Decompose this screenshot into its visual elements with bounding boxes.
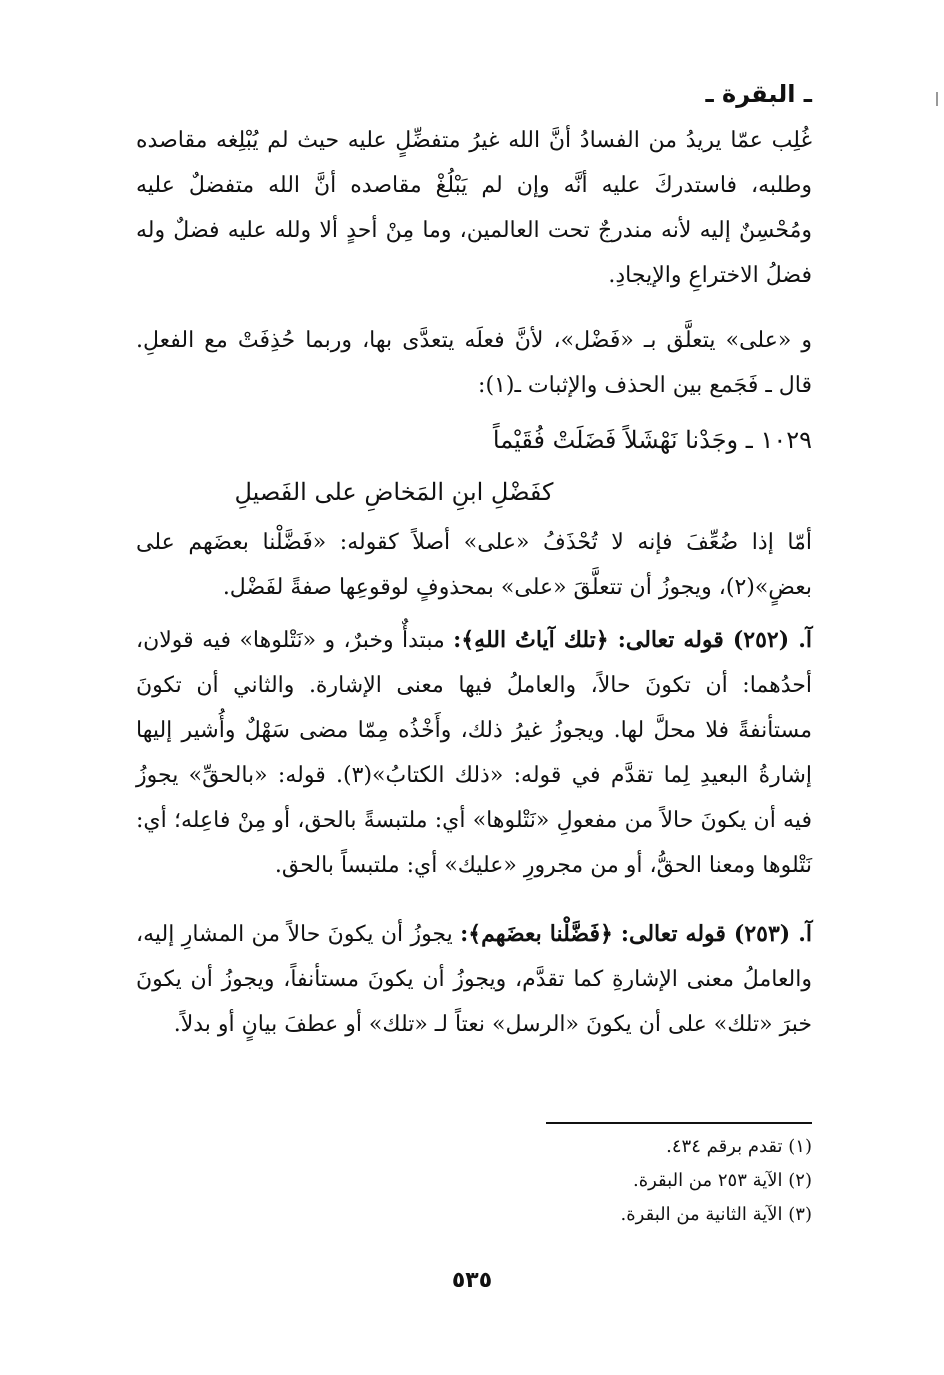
paragraph-2: و «على» يتعلَّق بـ «فَضْل»، لأنَّ فعلَه يتعدَّى بها، وربما حُذِفَتْ مع الفعلِ. قال ـ فَجَمع بين الحذف والإثبات ـ(١): [136,328,812,398]
footnote-divider [546,1122,812,1124]
verse-line-2: كفَضْلِ ابنِ المَخاضِ على الفَصيلِ [234,478,554,506]
footnote-2: (٢) الآية ٢٥٣ من البقرة. [632,1170,812,1191]
footnote-1: (١) تقدم برقم ٤٣٤. [666,1136,812,1157]
paragraph-4 [136,618,812,888]
paragraph-1: غُلِب عمّا يريدُ من الفسادُ أنَّ الله غيرُ متفضِّلٍ عليه حيث لم يُبْلِغه مقاصده وطلبه، فاستدركَ عليه أنَّه وإن لم يَبْلُغْ مقاصده أنَّ الله متفضلٌ عليه ومُحْسِنٌ إليه لأنه مندرجٌ تحت العالمين، وما مِنْ أحدٍ ألا ولله عليه فضلٌ وله فضلُ الاختراعِ والإيجادِ. [136,128,812,288]
running-header: ـ البقرة ـ [705,80,812,108]
verse-reference-253: آ. (٢٥٣) قوله تعالى: ﴿فَضَّلْنا بعضَهم﴾: [460,921,813,947]
paragraph-4-text: مبتدأٌ وخبرٌ، و «نَتْلوها» فيه قولان، أحدُهما: أن تكونَ حالاً، والعاملُ فيها معنى الإشارة. والثاني أن تكونَ مستأنفةً فلا محلَّ لها. ويجوزُ غيرُ ذلك، وأَخْذُه مِمّا مضى سَهْلٌ وأُشير إليها إشارةُ البعيدِ لِما تقدَّم في قوله: «ذلك الكتابُ»(٣). قوله: «بالحقِّ» يجوزُ فيه أن يكونَ حالاً من مفعولِ «نَتْلوها» أي: ملتبسةً بالحق، أو مِنْ فاعِله؛ أي: نَتْلوها ومعنا الحقُّ، أو من مجرورِ «عليك» أي: ملتبساً بالحق. [136,628,812,878]
footnotes [136,1130,812,1232]
verse-line-1: ١٠٢٩ ـ وجَدْنا نَهْشَلاً فَضَلَتْ فُقَيْماً [492,426,812,454]
page-edge-mark [936,92,938,106]
verse-reference-252: آ. (٢٥٢) قوله تعالى: ﴿تلك آياتُ اللهِ﴾: [453,627,813,653]
page-number: ٥٣٥ [451,1268,493,1293]
footnote-3: (٣) الآية الثانية من البقرة. [620,1204,812,1225]
paragraph-5 [136,912,812,1047]
paragraph-3: أمّا إذا ضُعِّفَ فإنه لا تُحْذَفُ «على» أصلاً كقوله: «فَضَّلْنا بعضَهم على بعضٍ»(٢)، ويجوزُ أن تتعلَّقَ «على» بمحذوفٍ لوقوعِها صفةً لفَضْل. [136,530,812,600]
paragraph-5-text: يجوزُ أن يكونَ حالاً من المشارِ إليه، والعاملُ معنى الإشارةِ كما تقدَّم، ويجوزُ أن يكونَ مستأنفاً، ويجوزُ أن يكونَ خبرَ «تلك» على أن يكونَ «الرسل» نعتاً لـ «تلك» أو عطفَ بيانٍ أو بدلاً. [136,922,812,1037]
